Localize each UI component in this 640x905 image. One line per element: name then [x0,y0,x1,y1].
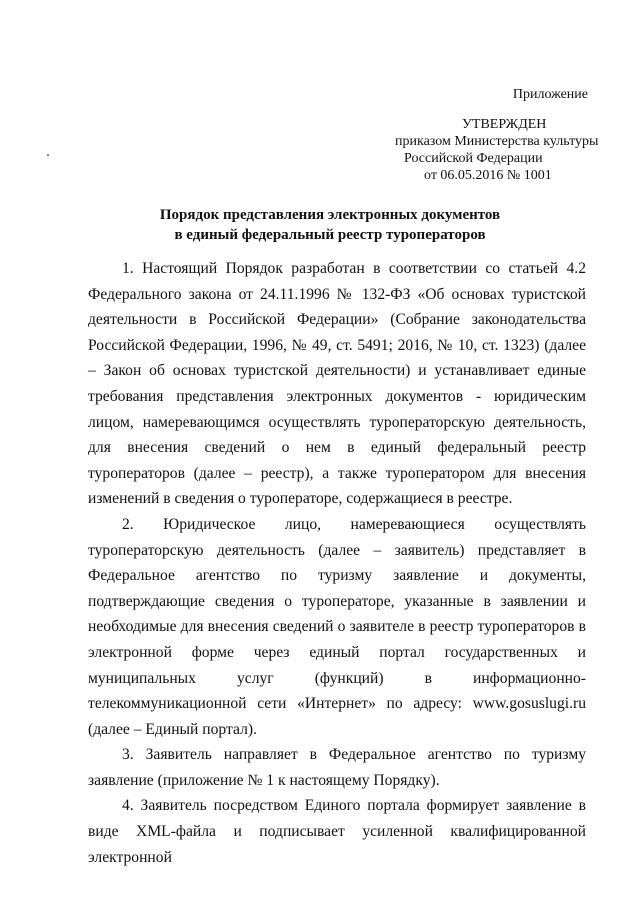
approval-heading: УТВЕРЖДЕН [462,117,547,132]
appendix-label: Приложение [512,87,588,102]
approval-stamp [380,116,610,184]
title-line-1: Порядок представления электронных документов [159,207,501,223]
document-body [88,256,586,870]
title-line-2: в единый федеральный реестр туроператоров [174,227,486,243]
document-title [0,205,640,245]
approval-date-line: от 06.05.2016 № 1001 [424,168,552,183]
paragraph-1: 1. Настоящий Порядок разработан в соответствии со статьей 4.2 Федерального закона от 24.11.1996 № 132-ФЗ «Об основах туристской деятельности в Российской Федерации» (Собрание законодательства Российской Федерации, 1996, № 49, ст. 5491; 2016, № 10, ст. 1323) (далее – Закон об основах туристской деятельности) и устанавливает единые требования представления электронных документов - юридическим лицом, намеревающимся осуществлять туроператорскую деятельность, для внесения сведений о нем в единый федеральный реестр туроператоров (далее – реестр), а также туроператором для внесения изменений в сведения о туроператоре, содержащиеся в реестре. [88,260,586,508]
paragraph-3: 3. Заявитель направляет в Федеральное агентство по туризму заявление (приложение № 1 к настоящему Порядку). [88,746,586,789]
paragraph-2: 2. Юридическое лицо, намеревающиеся осуществлять туроператорскую деятельность (далее – заявитель) представляет в Федеральное агентство по туризму заявление и документы, подтверждающие сведения о туроператоре, указанные в заявлении и необходимые для внесения сведений о заявителе в реестр туроператоров в электронной форме через единый портал государственных и муниципальных услуг (функций) в информационно-телекоммуникационной сети «Интернет» по адресу: www.gosuslugi.ru (далее – Единый портал). [88,515,586,738]
paragraph-4: 4. Заявитель посредством Единого портала формирует заявление в виде XML-файла и подписывает усиленной квалифицированной электронной [88,797,586,866]
approval-order-line: приказом Министерства культуры [395,134,599,149]
scan-speck [47,154,49,156]
approval-federation-line: Российской Федерации [404,151,543,166]
